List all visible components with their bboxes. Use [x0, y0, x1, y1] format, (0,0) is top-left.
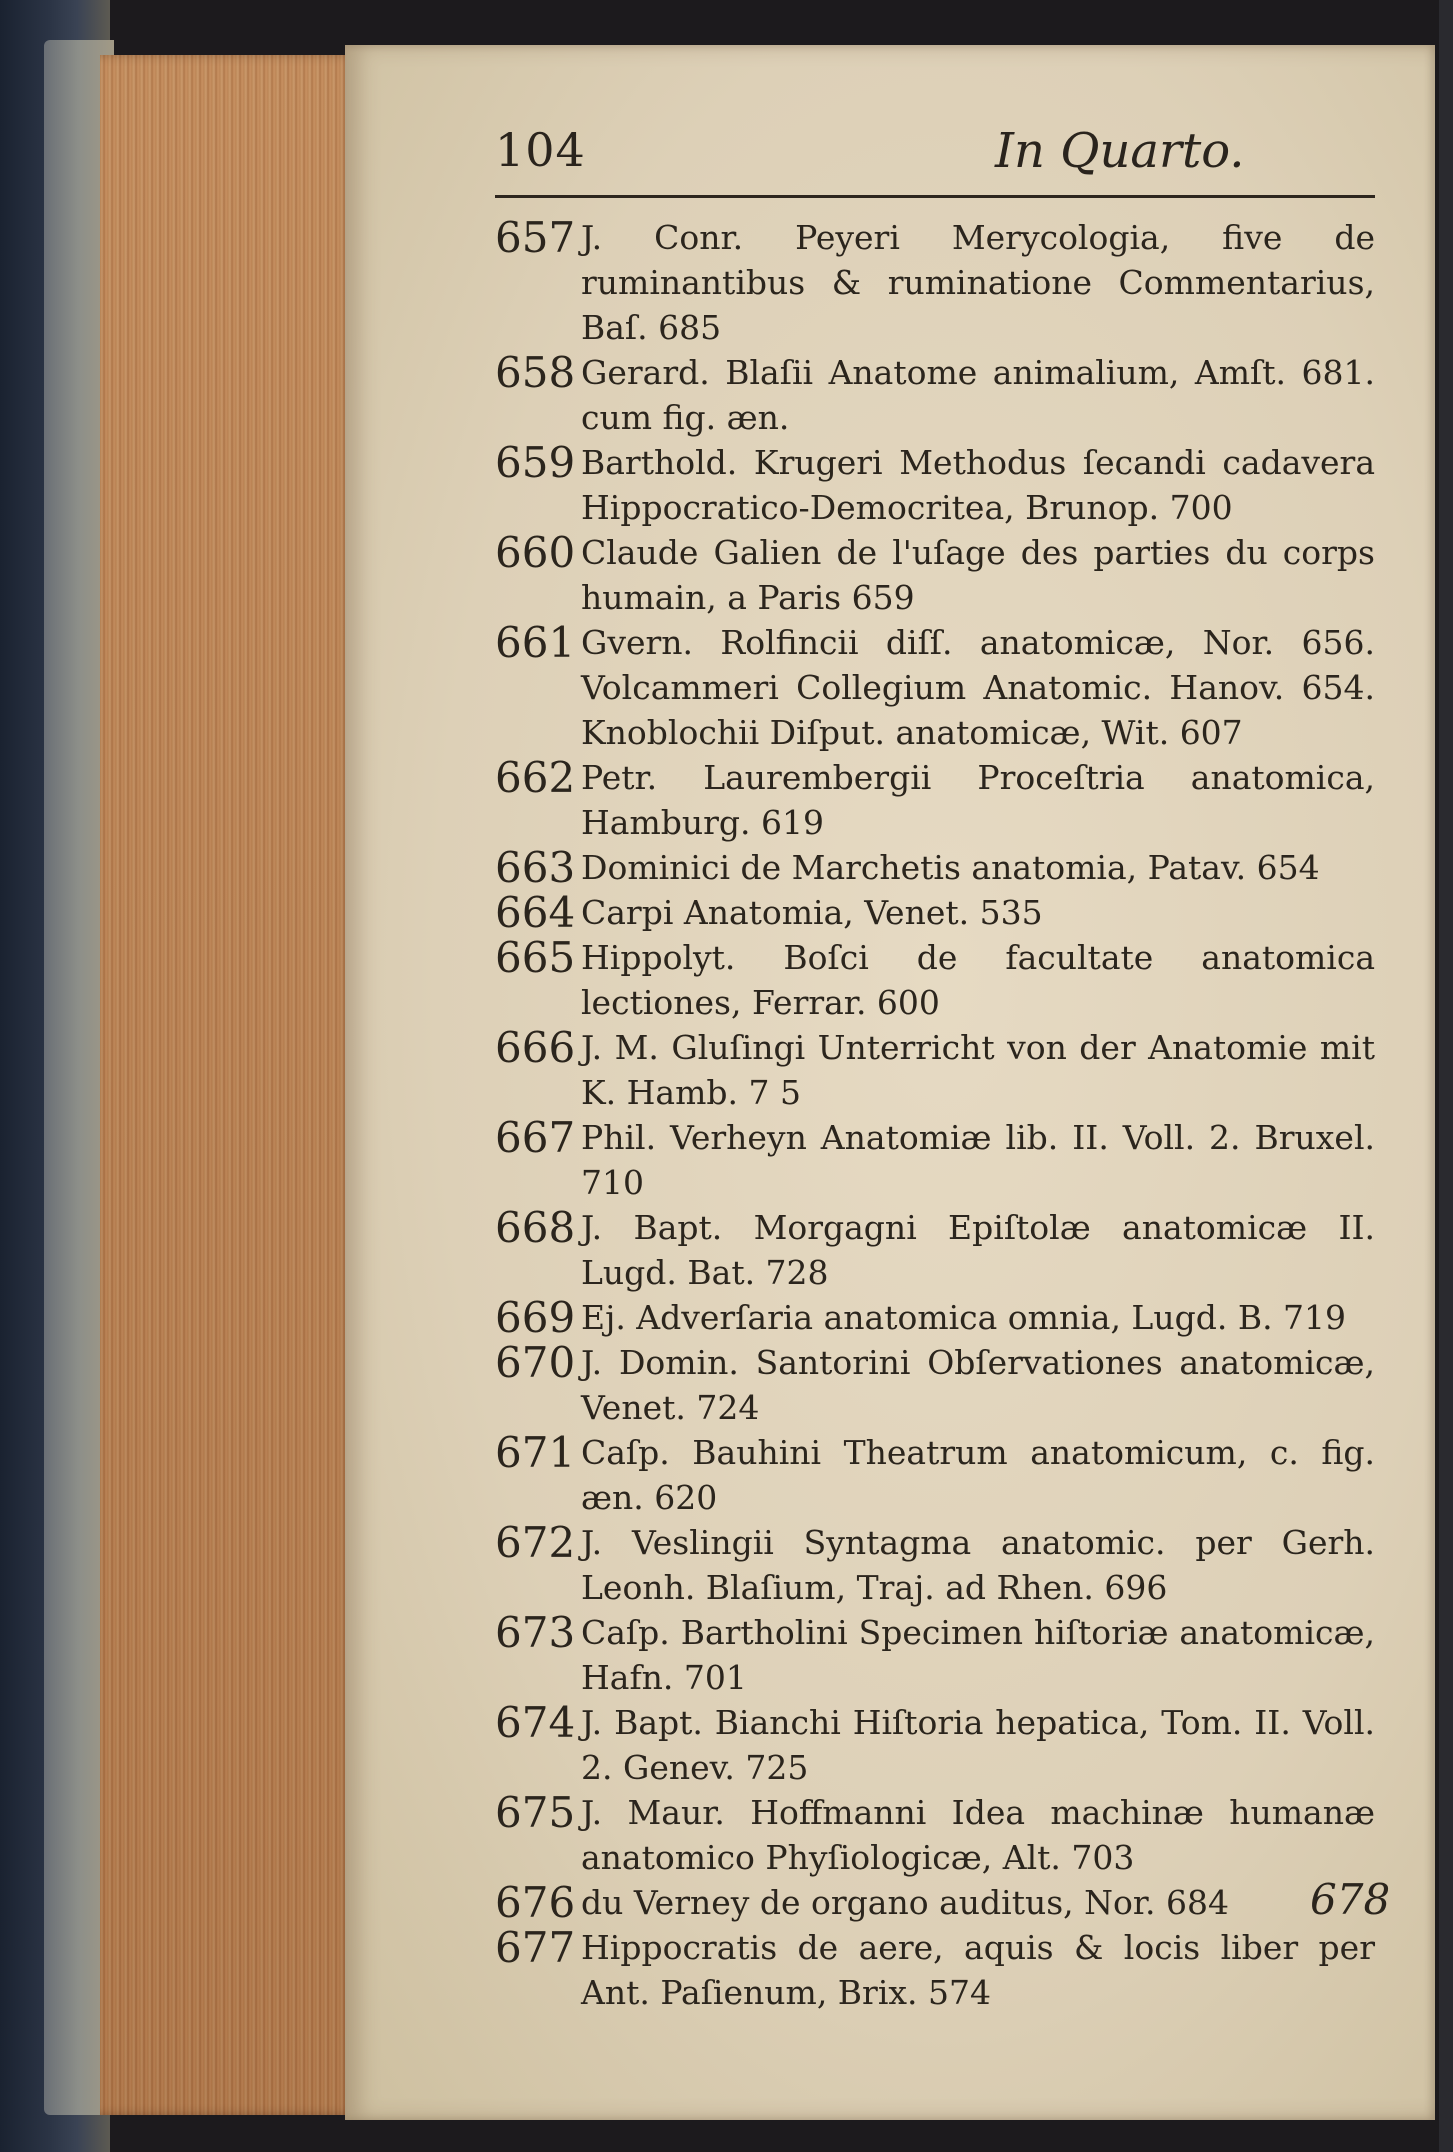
catalog-entry: [495, 935, 1375, 1025]
catalog-entry: [495, 845, 1375, 890]
entry-text: J. Conr. Peyeri Merycologia, five de ruminantibus & ruminatione Commentarius, Baſ. 685: [581, 218, 1375, 347]
book-page: [345, 45, 1435, 2120]
entry-text: J. Bapt. Bianchi Hiſtoria hepatica, Tom. II. Voll. 2. Genev. 725: [581, 1703, 1375, 1787]
entry-text: Phil. Verheyn Anatomiæ lib. II. Voll. 2. Bruxel. 710: [581, 1118, 1375, 1202]
entry-number: 666: [495, 1023, 576, 1072]
running-title: In Quarto.: [995, 123, 1245, 179]
entry-number: 659: [495, 438, 576, 487]
entry-number: 675: [495, 1788, 576, 1837]
entry-text: Hippolyt. Boſci de facultate anatomica lectiones, Ferrar. 600: [581, 938, 1375, 1022]
entry-number: 660: [495, 528, 576, 577]
entry-number: 672: [495, 1518, 576, 1567]
entry-number: 658: [495, 348, 576, 397]
entry-text: Ej. Adverſaria anatomica omnia, Lugd. B. 719: [581, 1298, 1347, 1337]
catalog-entry: [495, 1520, 1375, 1610]
catalog-entry: [495, 620, 1375, 755]
catalog-entry: [495, 1925, 1375, 2015]
entry-text: J. M. Gluſingi Unterricht von der Anatomie mit K. Hamb. 7 5: [581, 1028, 1375, 1112]
entry-number: 665: [495, 933, 576, 982]
entry-text: Caſp. Bartholini Specimen hiſtoriæ anatomicæ, Hafn. 701: [581, 1613, 1375, 1697]
catchword: 678: [1310, 1875, 1391, 1924]
entry-number: 671: [495, 1428, 576, 1477]
catalog-entry: [495, 350, 1375, 440]
entry-number: 662: [495, 753, 576, 802]
catalog-entry: [495, 1340, 1375, 1430]
entry-number: 670: [495, 1338, 576, 1387]
entry-text: Dominici de Marchetis anatomia, Patav. 654: [581, 848, 1320, 887]
catalog-entry: [495, 1430, 1375, 1520]
entry-number: 674: [495, 1698, 576, 1747]
entry-text: Gvern. Rolfincii diſſ. anatomicæ, Nor. 656. Volcammeri Collegium Anatomic. Hanov. 654. Knoblochii Diſput. anatomicæ, Wit. 607: [581, 623, 1375, 752]
entry-number: 663: [495, 843, 576, 892]
entry-text: J. Bapt. Morgagni Epiſtolæ anatomicæ II. Lugd. Bat. 728: [581, 1208, 1375, 1292]
entry-text: J. Domin. Santorini Obſervationes anatomicæ, Venet. 724: [581, 1343, 1375, 1427]
entry-number: 677: [495, 1923, 576, 1972]
catalog-entry: [495, 530, 1375, 620]
entry-number: 661: [495, 618, 576, 667]
entry-text: J. Maur. Hoffmanni Idea machinæ humanæ anatomico Phyſiologicæ, Alt. 703: [581, 1793, 1375, 1877]
entry-text: Caſp. Bauhini Theatrum anatomicum, c. fig. æn. 620: [581, 1433, 1375, 1517]
entry-text: du Verney de organo auditus, Nor. 684: [581, 1883, 1229, 1922]
catalog-entries: [495, 215, 1375, 2015]
entry-number: 657: [495, 213, 576, 262]
catalog-entry: [495, 1700, 1375, 1790]
header-rule: [495, 195, 1375, 198]
catalog-entry: [495, 1295, 1375, 1340]
entry-number: 667: [495, 1113, 576, 1162]
entry-text: Petr. Laurembergii Proceſtria anatomica, Hamburg. 619: [581, 758, 1375, 842]
entry-text: Claude Galien de l'uſage des parties du corps humain, a Paris 659: [581, 533, 1375, 617]
entry-text: Hippocratis de aere, aquis & locis liber per Ant. Paſienum, Brix. 574: [581, 1928, 1375, 2012]
background-edge: [1439, 0, 1453, 2152]
entry-text: Gerard. Blaſii Anatome animalium, Amſt. 681. cum fig. æn.: [581, 353, 1375, 437]
catalog-entry: [495, 890, 1375, 935]
entry-text: Carpi Anatomia, Venet. 535: [581, 893, 1043, 932]
entry-text: J. Veslingii Syntagma anatomic. per Gerh. Leonh. Blaſium, Traj. ad Rhen. 696: [581, 1523, 1375, 1607]
catalog-entry: [495, 1610, 1375, 1700]
entry-text: Barthold. Krugeri Methodus ſecandi cadavera Hippocratico-Democritea, Brunop. 700: [581, 443, 1375, 527]
entry-number: 676: [495, 1878, 576, 1927]
page-header: [495, 123, 1395, 203]
catalog-entry: [495, 215, 1375, 350]
catalog-entry: [495, 1205, 1375, 1295]
entry-number: 664: [495, 888, 576, 937]
entry-number: 669: [495, 1293, 576, 1342]
catalog-entry: [495, 755, 1375, 845]
entry-number: 673: [495, 1608, 576, 1657]
catalog-entry: [495, 1025, 1375, 1115]
page-number: 104: [495, 123, 586, 177]
page-edges: [100, 55, 355, 2115]
entry-number: 668: [495, 1203, 576, 1252]
catalog-entry: [495, 440, 1375, 530]
catalog-entry: [495, 1115, 1375, 1205]
catalog-entry: [495, 1790, 1375, 1880]
catalog-entry: [495, 1880, 1375, 1925]
